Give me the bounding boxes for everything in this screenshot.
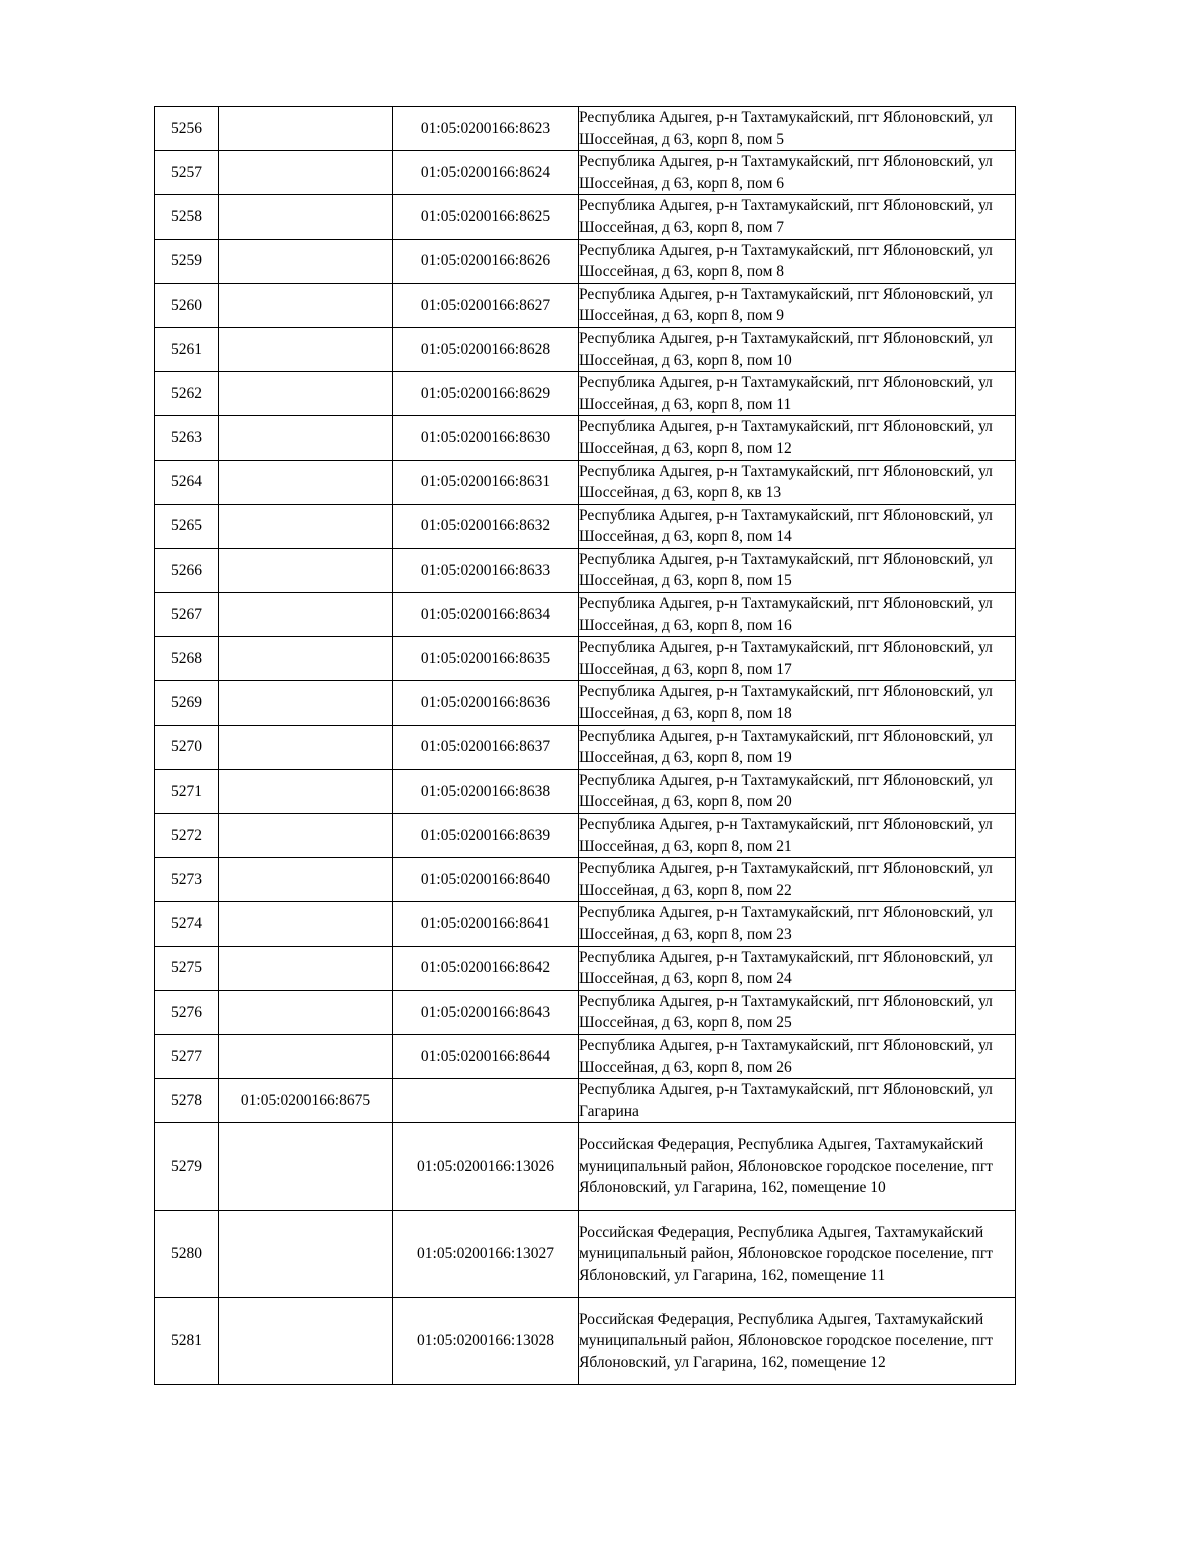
table-row bbox=[155, 372, 1016, 416]
address: Республика Адыгея, р-н Тахтамукайский, пгт Яблоновский, ул Шоссейная, д 63, корп 8, кв 13 bbox=[579, 460, 1016, 504]
address: Республика Адыгея, р-н Тахтамукайский, пгт Яблоновский, ул Шоссейная, д 63, корп 8, пом 22 bbox=[579, 858, 1016, 902]
object-cadastral-number: 01:05:0200166:8625 bbox=[393, 195, 579, 239]
row-number: 5272 bbox=[155, 814, 219, 858]
row-number: 5271 bbox=[155, 769, 219, 813]
object-cadastral-number: 01:05:0200166:8637 bbox=[393, 725, 579, 769]
address: Республика Адыгея, р-н Тахтамукайский, пгт Яблоновский, ул Шоссейная, д 63, корп 8, пом 15 bbox=[579, 548, 1016, 592]
land-cadastral-number bbox=[219, 504, 393, 548]
object-cadastral-number: 01:05:0200166:8630 bbox=[393, 416, 579, 460]
land-cadastral-number bbox=[219, 283, 393, 327]
table-row bbox=[155, 327, 1016, 371]
object-cadastral-number: 01:05:0200166:8639 bbox=[393, 814, 579, 858]
object-cadastral-number: 01:05:0200166:8629 bbox=[393, 372, 579, 416]
table-row bbox=[155, 151, 1016, 195]
land-cadastral-number bbox=[219, 372, 393, 416]
address: Республика Адыгея, р-н Тахтамукайский, пгт Яблоновский, ул Шоссейная, д 63, корп 8, пом 24 bbox=[579, 946, 1016, 990]
land-cadastral-number bbox=[219, 769, 393, 813]
land-cadastral-number bbox=[219, 195, 393, 239]
object-cadastral-number: 01:05:0200166:8628 bbox=[393, 327, 579, 371]
object-cadastral-number: 01:05:0200166:8632 bbox=[393, 504, 579, 548]
object-cadastral-number: 01:05:0200166:8627 bbox=[393, 283, 579, 327]
land-cadastral-number bbox=[219, 416, 393, 460]
row-number: 5269 bbox=[155, 681, 219, 725]
row-number: 5277 bbox=[155, 1034, 219, 1078]
table-row bbox=[155, 416, 1016, 460]
address: Республика Адыгея, р-н Тахтамукайский, пгт Яблоновский, ул Шоссейная, д 63, корп 8, пом 10 bbox=[579, 327, 1016, 371]
row-number: 5281 bbox=[155, 1298, 219, 1385]
address: Российская Федерация, Республика Адыгея, Тахтамукайский муниципальный район, Яблоновское городское поселение, пгт Яблоновский, ул Гагарина, 162, помещение 12 bbox=[579, 1298, 1016, 1385]
object-cadastral-number: 01:05:0200166:13027 bbox=[393, 1210, 579, 1297]
address: Республика Адыгея, р-н Тахтамукайский, пгт Яблоновский, ул Шоссейная, д 63, корп 8, пом 20 bbox=[579, 769, 1016, 813]
object-cadastral-number: 01:05:0200166:8631 bbox=[393, 460, 579, 504]
land-cadastral-number bbox=[219, 593, 393, 637]
land-cadastral-number bbox=[219, 1210, 393, 1297]
address: Республика Адыгея, р-н Тахтамукайский, пгт Яблоновский, ул Шоссейная, д 63, корп 8, пом 8 bbox=[579, 239, 1016, 283]
row-number: 5266 bbox=[155, 548, 219, 592]
table-row bbox=[155, 637, 1016, 681]
address: Республика Адыгея, р-н Тахтамукайский, пгт Яблоновский, ул Шоссейная, д 63, корп 8, пом 11 bbox=[579, 372, 1016, 416]
table-row bbox=[155, 593, 1016, 637]
row-number: 5260 bbox=[155, 283, 219, 327]
object-cadastral-number: 01:05:0200166:13028 bbox=[393, 1298, 579, 1385]
table-row bbox=[155, 1210, 1016, 1297]
row-number: 5259 bbox=[155, 239, 219, 283]
table-row bbox=[155, 1034, 1016, 1078]
object-cadastral-number: 01:05:0200166:8636 bbox=[393, 681, 579, 725]
land-cadastral-number bbox=[219, 1123, 393, 1210]
address: Республика Адыгея, р-н Тахтамукайский, пгт Яблоновский, ул Шоссейная, д 63, корп 8, пом 14 bbox=[579, 504, 1016, 548]
row-number: 5265 bbox=[155, 504, 219, 548]
address: Российская Федерация, Республика Адыгея, Тахтамукайский муниципальный район, Яблоновское городское поселение, пгт Яблоновский, ул Гагарина, 162, помещение 11 bbox=[579, 1210, 1016, 1297]
land-cadastral-number bbox=[219, 990, 393, 1034]
table-row bbox=[155, 504, 1016, 548]
address: Республика Адыгея, р-н Тахтамукайский, пгт Яблоновский, ул Шоссейная, д 63, корп 8, пом 6 bbox=[579, 151, 1016, 195]
table-row bbox=[155, 814, 1016, 858]
object-cadastral-number bbox=[393, 1079, 579, 1123]
land-cadastral-number bbox=[219, 107, 393, 151]
row-number: 5279 bbox=[155, 1123, 219, 1210]
address: Республика Адыгея, р-н Тахтамукайский, пгт Яблоновский, ул Шоссейная, д 63, корп 8, пом 19 bbox=[579, 725, 1016, 769]
land-cadastral-number bbox=[219, 902, 393, 946]
address: Республика Адыгея, р-н Тахтамукайский, пгт Яблоновский, ул Шоссейная, д 63, корп 8, пом 17 bbox=[579, 637, 1016, 681]
row-number: 5262 bbox=[155, 372, 219, 416]
object-cadastral-number: 01:05:0200166:8640 bbox=[393, 858, 579, 902]
object-cadastral-number: 01:05:0200166:8634 bbox=[393, 593, 579, 637]
row-number: 5270 bbox=[155, 725, 219, 769]
address: Республика Адыгея, р-н Тахтамукайский, пгт Яблоновский, ул Шоссейная, д 63, корп 8, пом 26 bbox=[579, 1034, 1016, 1078]
row-number: 5261 bbox=[155, 327, 219, 371]
address: Российская Федерация, Республика Адыгея, Тахтамукайский муниципальный район, Яблоновское городское поселение, пгт Яблоновский, ул Гагарина, 162, помещение 10 bbox=[579, 1123, 1016, 1210]
address: Республика Адыгея, р-н Тахтамукайский, пгт Яблоновский, ул Шоссейная, д 63, корп 8, пом 9 bbox=[579, 283, 1016, 327]
address: Республика Адыгея, р-н Тахтамукайский, пгт Яблоновский, ул Шоссейная, д 63, корп 8, пом 23 bbox=[579, 902, 1016, 946]
land-cadastral-number bbox=[219, 1298, 393, 1385]
row-number: 5280 bbox=[155, 1210, 219, 1297]
land-cadastral-number bbox=[219, 946, 393, 990]
object-cadastral-number: 01:05:0200166:8623 bbox=[393, 107, 579, 151]
table-row bbox=[155, 239, 1016, 283]
object-cadastral-number: 01:05:0200166:13026 bbox=[393, 1123, 579, 1210]
address: Республика Адыгея, р-н Тахтамукайский, пгт Яблоновский, ул Шоссейная, д 63, корп 8, пом 21 bbox=[579, 814, 1016, 858]
table-row bbox=[155, 460, 1016, 504]
address: Республика Адыгея, р-н Тахтамукайский, пгт Яблоновский, ул Шоссейная, д 63, корп 8, пом 25 bbox=[579, 990, 1016, 1034]
row-number: 5263 bbox=[155, 416, 219, 460]
land-cadastral-number bbox=[219, 814, 393, 858]
object-cadastral-number: 01:05:0200166:8638 bbox=[393, 769, 579, 813]
object-cadastral-number: 01:05:0200166:8635 bbox=[393, 637, 579, 681]
row-number: 5274 bbox=[155, 902, 219, 946]
object-cadastral-number: 01:05:0200166:8633 bbox=[393, 548, 579, 592]
address: Республика Адыгея, р-н Тахтамукайский, пгт Яблоновский, ул Шоссейная, д 63, корп 8, пом 18 bbox=[579, 681, 1016, 725]
row-number: 5268 bbox=[155, 637, 219, 681]
table-row bbox=[155, 1123, 1016, 1210]
land-cadastral-number bbox=[219, 548, 393, 592]
row-number: 5258 bbox=[155, 195, 219, 239]
table-row bbox=[155, 195, 1016, 239]
table-row bbox=[155, 681, 1016, 725]
table-row bbox=[155, 769, 1016, 813]
land-cadastral-number bbox=[219, 327, 393, 371]
row-number: 5257 bbox=[155, 151, 219, 195]
address: Республика Адыгея, р-н Тахтамукайский, пгт Яблоновский, ул Гагарина bbox=[579, 1079, 1016, 1123]
table-row bbox=[155, 107, 1016, 151]
address: Республика Адыгея, р-н Тахтамукайский, пгт Яблоновский, ул Шоссейная, д 63, корп 8, пом 5 bbox=[579, 107, 1016, 151]
land-cadastral-number bbox=[219, 681, 393, 725]
land-cadastral-number bbox=[219, 858, 393, 902]
table-row bbox=[155, 946, 1016, 990]
address: Республика Адыгея, р-н Тахтамукайский, пгт Яблоновский, ул Шоссейная, д 63, корп 8, пом 7 bbox=[579, 195, 1016, 239]
table-row bbox=[155, 725, 1016, 769]
table-row bbox=[155, 1079, 1016, 1123]
row-number: 5273 bbox=[155, 858, 219, 902]
address: Республика Адыгея, р-н Тахтамукайский, пгт Яблоновский, ул Шоссейная, д 63, корп 8, пом 16 bbox=[579, 593, 1016, 637]
row-number: 5275 bbox=[155, 946, 219, 990]
land-cadastral-number: 01:05:0200166:8675 bbox=[219, 1079, 393, 1123]
land-cadastral-number bbox=[219, 239, 393, 283]
row-number: 5264 bbox=[155, 460, 219, 504]
object-cadastral-number: 01:05:0200166:8644 bbox=[393, 1034, 579, 1078]
table-row bbox=[155, 283, 1016, 327]
land-cadastral-number bbox=[219, 151, 393, 195]
table-row bbox=[155, 548, 1016, 592]
object-cadastral-number: 01:05:0200166:8642 bbox=[393, 946, 579, 990]
registry-table bbox=[154, 106, 1016, 1385]
object-cadastral-number: 01:05:0200166:8643 bbox=[393, 990, 579, 1034]
object-cadastral-number: 01:05:0200166:8624 bbox=[393, 151, 579, 195]
row-number: 5256 bbox=[155, 107, 219, 151]
land-cadastral-number bbox=[219, 725, 393, 769]
table-row bbox=[155, 858, 1016, 902]
object-cadastral-number: 01:05:0200166:8641 bbox=[393, 902, 579, 946]
table-row bbox=[155, 1298, 1016, 1385]
land-cadastral-number bbox=[219, 460, 393, 504]
land-cadastral-number bbox=[219, 637, 393, 681]
table-row bbox=[155, 990, 1016, 1034]
object-cadastral-number: 01:05:0200166:8626 bbox=[393, 239, 579, 283]
row-number: 5278 bbox=[155, 1079, 219, 1123]
address: Республика Адыгея, р-н Тахтамукайский, пгт Яблоновский, ул Шоссейная, д 63, корп 8, пом 12 bbox=[579, 416, 1016, 460]
land-cadastral-number bbox=[219, 1034, 393, 1078]
row-number: 5276 bbox=[155, 990, 219, 1034]
row-number: 5267 bbox=[155, 593, 219, 637]
table-row bbox=[155, 902, 1016, 946]
